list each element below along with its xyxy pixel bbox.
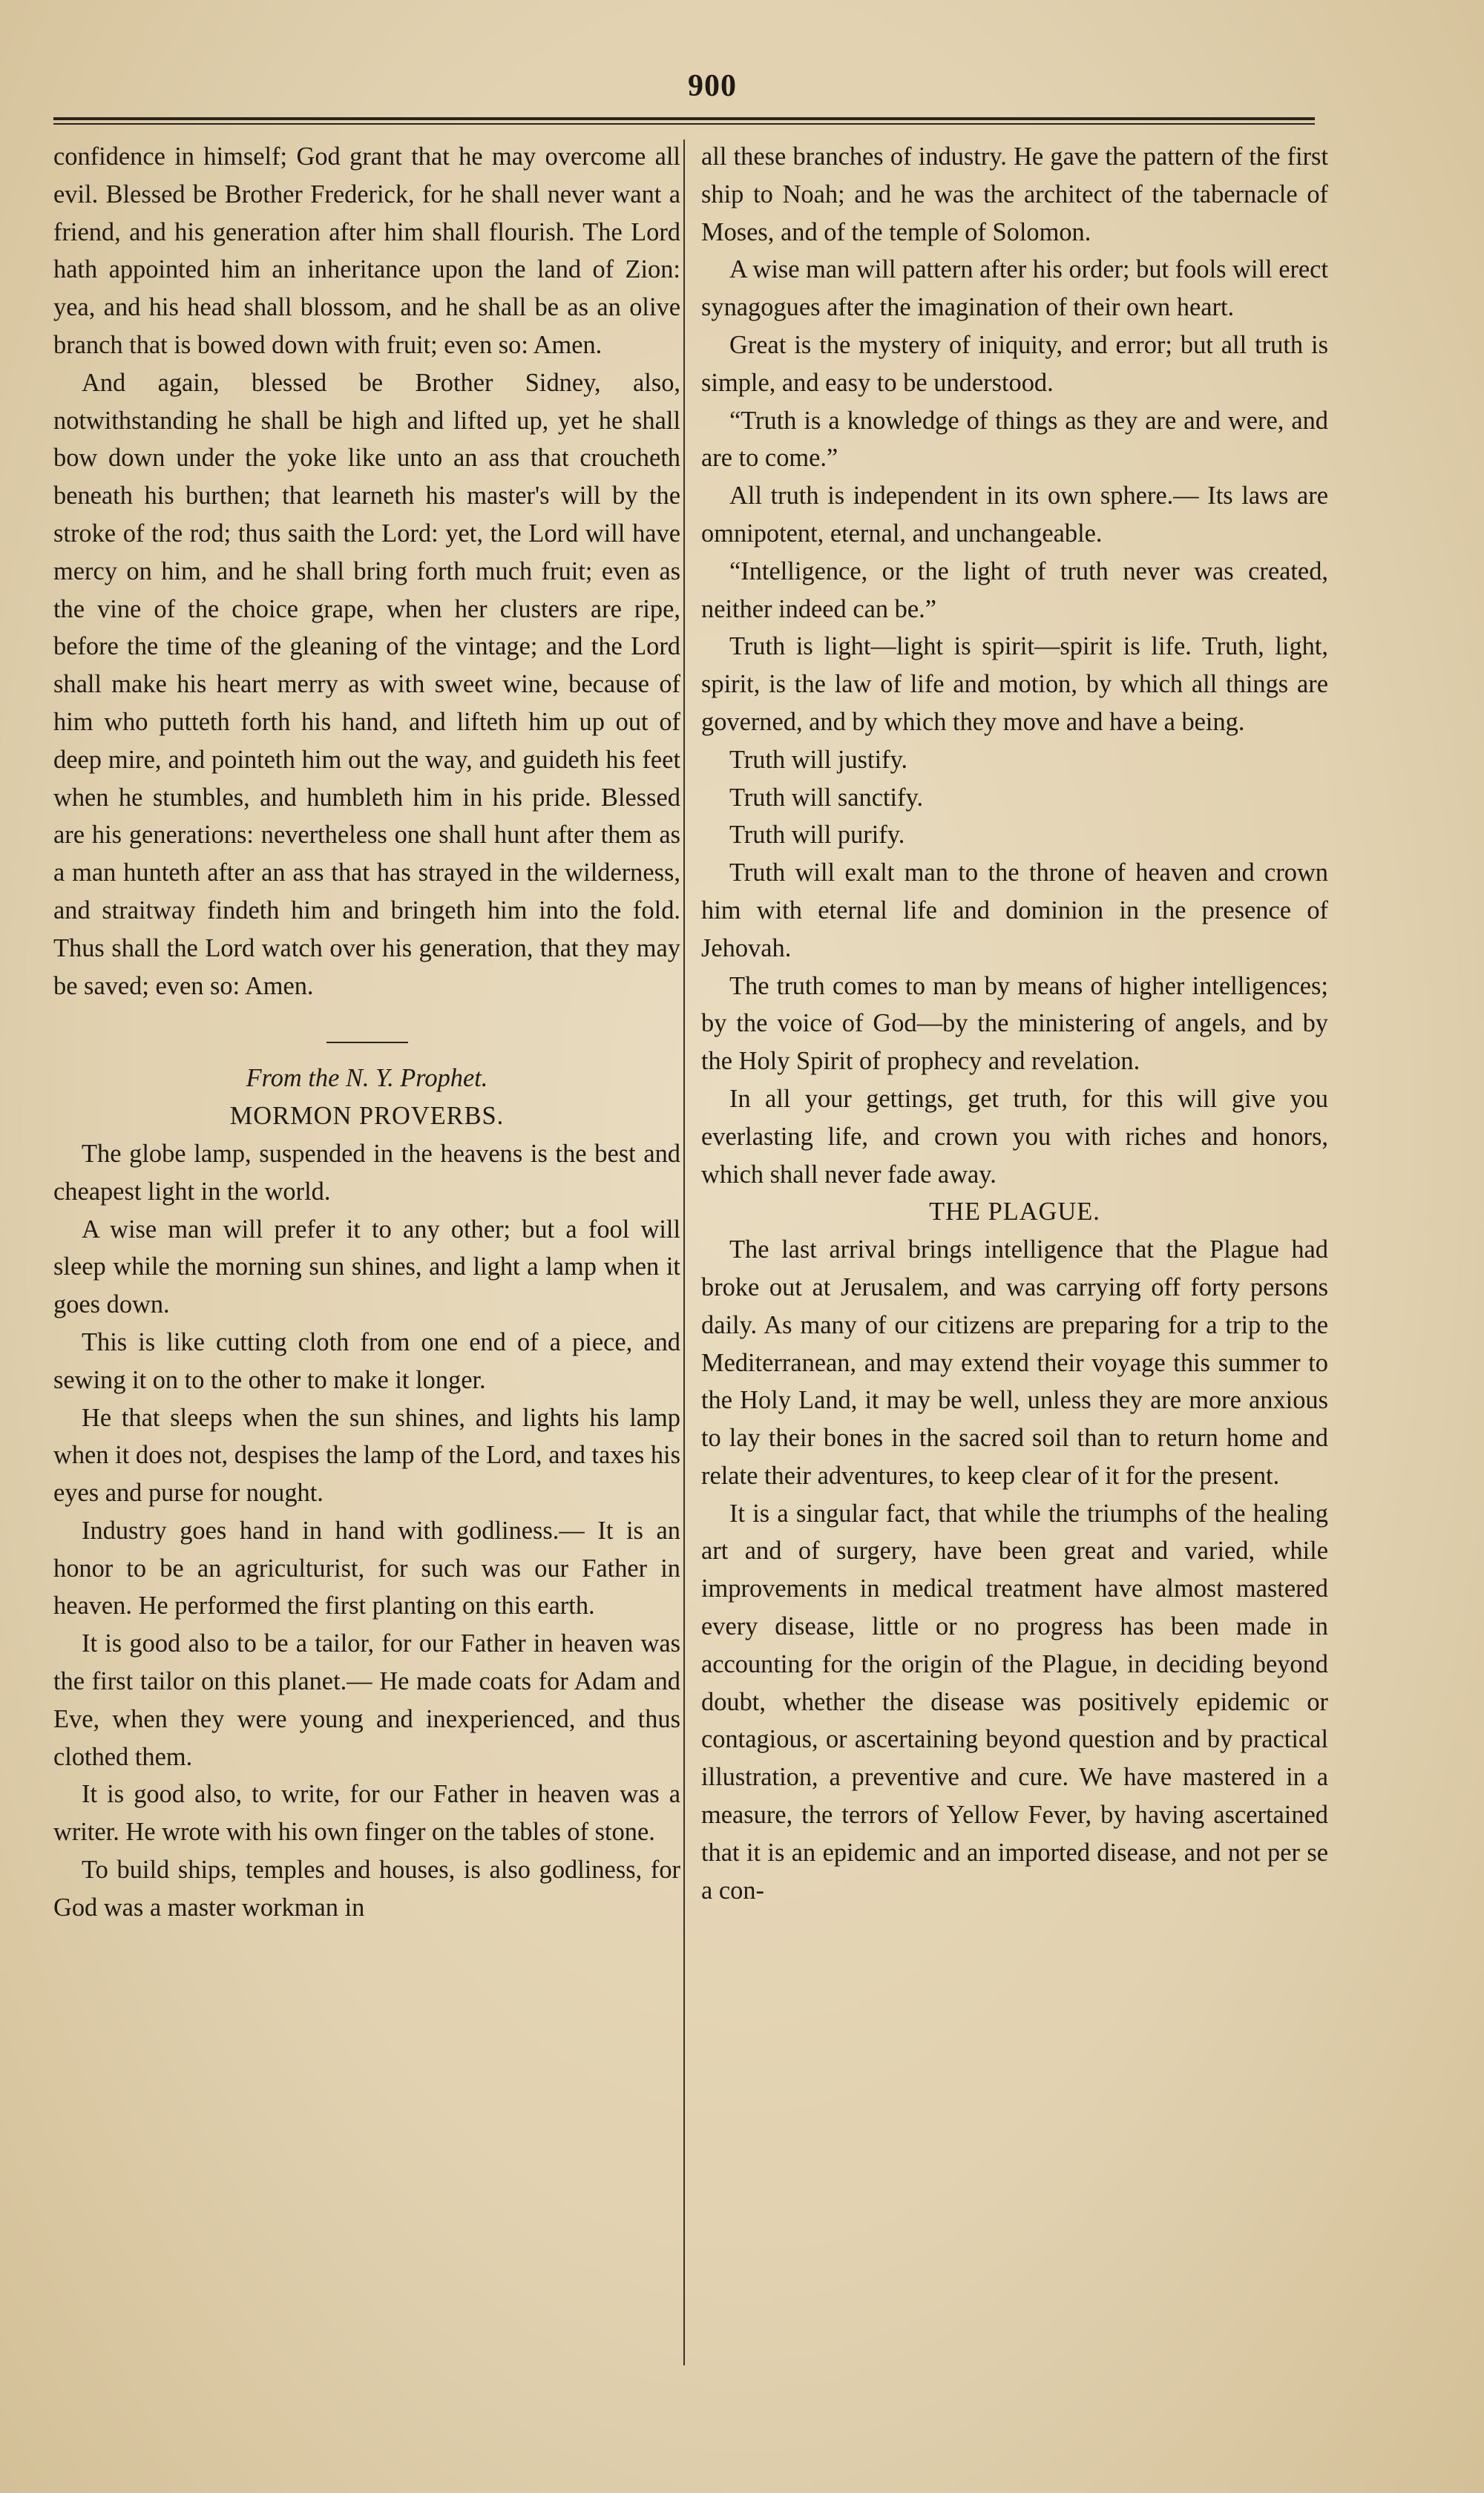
proverb-paragraph: The globe lamp, suspended in the heavens is the best and cheapest light in the world. — [53, 1139, 680, 1206]
section-heading: THE PLAGUE. — [929, 1198, 1100, 1226]
proverb-paragraph: To build ships, temples and houses, is also godliness, for God was a master workman in — [53, 1856, 680, 1922]
right-column — [701, 138, 1328, 2379]
proverb-paragraph: “Intelligence, or the light of truth never was created, neither indeed can be.” — [701, 556, 1328, 623]
proverb-paragraph: It is good also to be a tailor, for our Father in heaven was the first tailor on this planet.— He made coats for Adam and Eve, when they were young and inexperienced, and thus clothed them. — [53, 1629, 680, 1771]
proverb-paragraph: In all your gettings, get truth, for this will give you everlasting life, and crown you with riches and honors, which shall never fade away. — [701, 1084, 1328, 1189]
proverb-paragraph: Industry goes hand in hand with godliness.— It is an honor to be an agriculturist, for such was our Father in heaven. He performed the first planting on this earth. — [53, 1516, 680, 1620]
truth-line: Truth will purify. — [729, 821, 905, 850]
truth-line: Truth will justify. — [729, 745, 908, 774]
article-paragraph: It is a singular fact, that while the triumphs of the healing art and of surgery, have been great and varied, while improvements in medical treatment have almost mastered every disease, little or no progress has been made in accounting for the origin of the Plague, in deciding beyond doubt, whether the disease was positively epidemic or contagious, or ascertaining beyond question and by practical illustration, a preventive and cure. We have mastered in a measure, the terrors of Yellow Fever, by having ascertained that it is an epidemic and an imported disease, and not per se a con- — [701, 1499, 1328, 1905]
page-number: 900 — [688, 69, 737, 103]
header-rule — [53, 117, 1315, 125]
section-heading: MORMON PROVERBS. — [229, 1102, 505, 1131]
proverb-paragraph: A wise man will prefer it to any other; but a fool will sleep while the morning sun shines, and light a lamp when it goes down. — [53, 1215, 680, 1319]
article-paragraph: The last arrival brings intelligence that the Plague had broke out at Jerusalem, and was carrying off forty persons daily. As many of our citizens are preparing for a trip to the Mediterranean, and may extend their voyage this summer to the Holy Land, it may be well, unless they are more anxious to lay their bones in the sacred soil than to return home and relate their adventures, to keep clear of it for the present. — [701, 1235, 1328, 1490]
proverb-paragraph: Truth is light—light is spirit—spirit is life. Truth, light, spirit, is the law of life and motion, by which all things are governed, and by which they move and have a being. — [701, 632, 1328, 736]
proverb-paragraph: “Truth is a knowledge of things as they are and were, and are to come.” — [701, 406, 1328, 473]
truth-line: Truth will sanctify. — [729, 783, 924, 812]
proverb-paragraph: A wise man will pattern after his order; but fools will erect synagogues after the imagination of their own heart. — [701, 255, 1328, 322]
proverb-paragraph: This is like cutting cloth from one end of a piece, and sewing it on to the other to make it longer. — [53, 1327, 680, 1394]
proverb-paragraph: The truth comes to man by means of higher intelligences; by the voice of God—by the ministering of angels, and by the Holy Spirit of prophecy and revelation. — [701, 971, 1328, 1076]
proverb-paragraph: He that sleeps when the sun shines, and lights his lamp when it does not, despises the lamp of the Lord, and taxes his eyes and purse for nought. — [53, 1403, 680, 1508]
proverb-paragraph: Great is the mystery of iniquity, and error; but all truth is simple, and easy to be understood. — [701, 330, 1328, 397]
source-attribution: From the N. Y. Prophet. — [246, 1064, 488, 1093]
proverb-paragraph: Truth will exalt man to the throne of heaven and crown him with eternal life and dominion in the presence of Jehovah. — [701, 858, 1328, 962]
article-paragraph: all these branches of industry. He gave the pattern of the first ship to Noah; and he was the architect of the tabernacle of Moses, and of the temple of Solomon. — [701, 142, 1328, 246]
article-paragraph: confidence in himself; God grant that he may overcome all evil. Blessed be Brother Frederick, for he shall never want a friend, and his generation after him shall flourish. The Lord hath appointed him an inheritance upon the land of Zion: yea, and his head shall blossom, and he shall be as an olive branch that is bowed down with fruit; even so: Amen. — [53, 142, 680, 359]
proverb-paragraph: All truth is independent in its own sphere.— Its laws are omnipotent, eternal, and unchangeable. — [701, 482, 1328, 548]
section-rule — [326, 1042, 408, 1043]
column-divider — [683, 139, 685, 2365]
left-column — [53, 138, 680, 2379]
article-paragraph: And again, blessed be Brother Sidney, also, notwithstanding he shall be high and lifted up, yet he shall bow down under the yoke like unto an ass that croucheth beneath his burthen; that learneth his master's will by the stroke of the rod; thus saith the Lord: yet, the Lord will have mercy on him, and he shall bring forth much fruit; even as the vine of the choice grape, when her clusters are ripe, before the time of the gleaning of the vintage; and the Lord shall make his heart merry as with sweet wine, because of him who putteth forth his hand, and lifteth him up out of deep mire, and pointeth him out the way, and guideth his feet when he stumbles, and humbleth him in his pride. Blessed are his generations: nevertheless one shall hunt after them as a man hunteth after an ass that has strayed in the wilderness, and straitway findeth him and bringeth him into the fold. Thus shall the Lord watch over his generation, that they may be saved; even so: Amen. — [53, 368, 680, 1000]
proverb-paragraph: It is good also, to write, for our Father in heaven was a writer. He wrote with his own finger on the tables of stone. — [53, 1780, 680, 1847]
